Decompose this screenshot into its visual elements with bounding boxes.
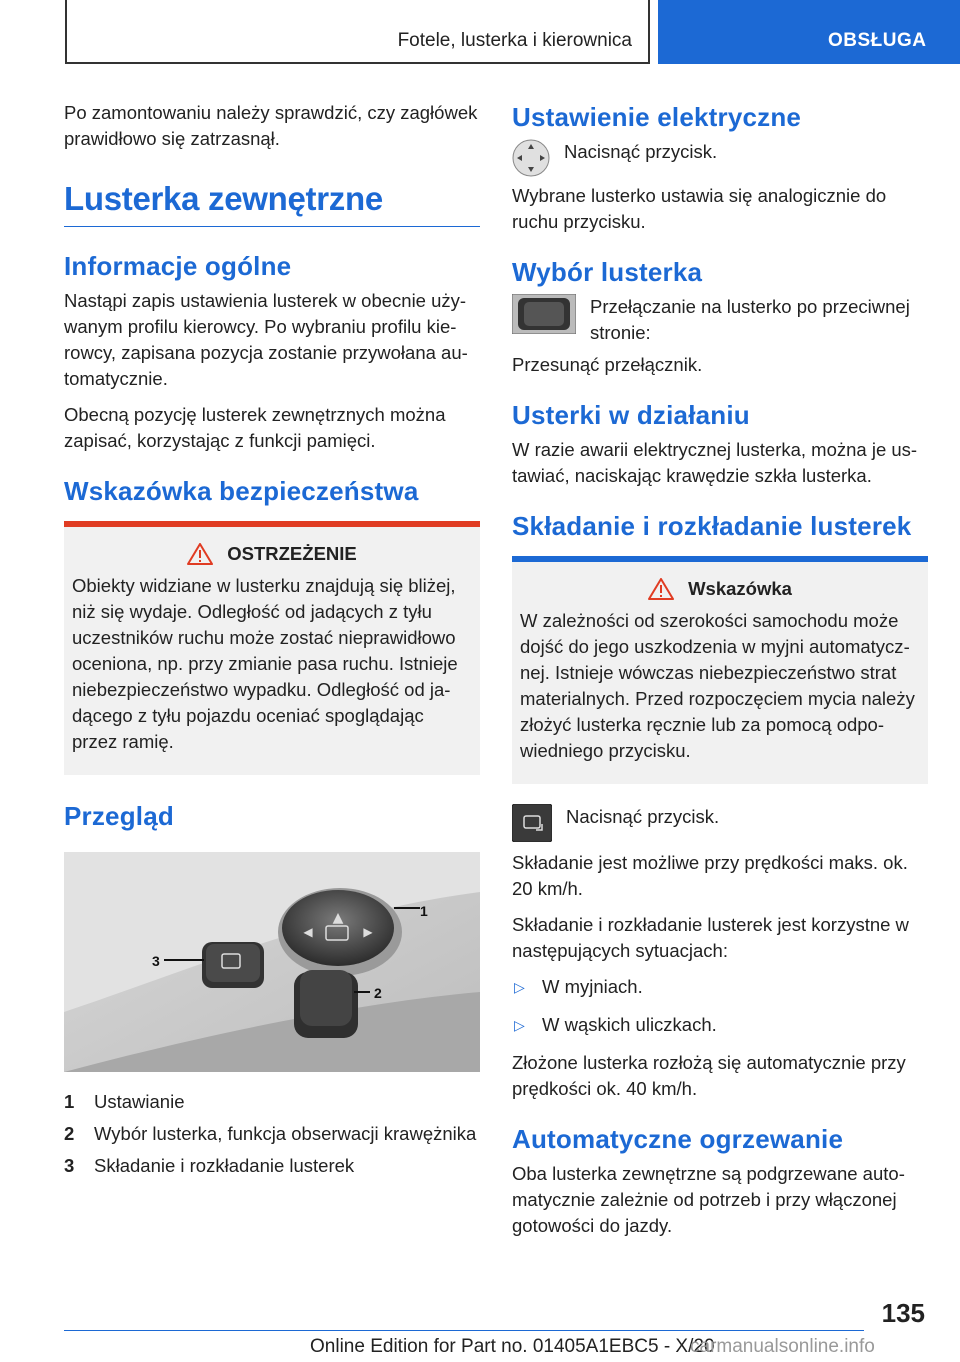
legend-text: Wybór lusterka, funkcja obserwacji krawężnika [94, 1123, 477, 1144]
warning-box [64, 527, 480, 775]
switch-paragraph: Przełączanie na lusterko po przeciwnej stronie: [590, 296, 910, 343]
warning-text: Obiekty widziane w lusterku znajdują się bliżej, niż się wydaje. Odległość od jadących z tyłu uczestników ruchu może zostać nieprawidłowo oceniona, np. przy zmianie pasa ruchu. Istnieje niebezpieczeństwo wypadku. Odległość od jadącego z tyłu pojazdu oceniać spoglądając przez ramię. [72, 575, 458, 752]
general-paragraph-2: Obecną pozycję lusterek zewnętrznych można zapisać, korzystając z funkcji pamięci. [64, 404, 446, 451]
intro-paragraph: Po zamontowaniu należy sprawdzić, czy zagłówek prawidłowo się zatrzasnął. [64, 102, 478, 149]
footer-divider [64, 1330, 864, 1331]
footer-watermark[interactable]: carmanualsonline.info [690, 1336, 875, 1357]
heading-folding: Składanie i rozkładanie lusterek [512, 511, 912, 541]
fold-button-icon [512, 804, 552, 842]
legend-item [64, 1121, 480, 1147]
heading-electric-adjust: Ustawienie elektryczne [512, 102, 802, 132]
heading-mirror-select: Wybór lusterka [512, 257, 703, 287]
heading-general-info: Informacje ogólne [64, 251, 292, 281]
unfold-paragraph: Złożone lusterka rozłożą się automatycznie przy prędkości ok. 40 km/h. [512, 1052, 906, 1099]
legend-number: 1 [64, 1091, 75, 1112]
select-switch-row [512, 294, 928, 346]
list-item-text: W wąskich uliczkach. [542, 1014, 717, 1035]
photo-label-2: 2 [374, 985, 382, 1001]
door-controls-photo [64, 852, 480, 1072]
header-title: Fotele, lusterka i kierownica [397, 30, 632, 51]
legend-item [64, 1153, 480, 1179]
legend-text: Składanie i rozkładanie lusterek [94, 1155, 355, 1176]
triangle-bullet-icon: ▷ [514, 979, 525, 995]
legend-text: Ustawianie [94, 1091, 185, 1112]
malfunction-paragraph: W razie awarii elektrycznej lusterka, można je ustawiać, naciskając krawędzie szkła lusterka. [512, 439, 918, 486]
heading-heating: Automatyczne ogrzewanie [512, 1124, 844, 1154]
adjust-button-row [512, 139, 928, 177]
fold-button-row [512, 804, 928, 842]
legend-number: 3 [64, 1155, 75, 1176]
legend-number: 2 [64, 1123, 75, 1144]
fold-speed-paragraph: Składanie jest możliwe przy prędkości maks. ok. 20 km/h. [512, 852, 908, 899]
header-tab[interactable] [658, 0, 960, 64]
adjust-button-icon [512, 139, 550, 177]
svg-text:▶: ▶ [363, 925, 373, 939]
heating-paragraph: Oba lusterka zewnętrzne są podgrzewane automatycznie zależnie od potrzeb i przy włączonej gotowości do jazdy. [512, 1163, 905, 1236]
list-item [512, 1012, 928, 1038]
right-column [512, 100, 928, 1249]
heading-exterior-mirrors: Lusterka zewnętrzne [64, 180, 480, 227]
fold-useful-paragraph: Składanie i rozkładanie lusterek jest korzystne w następujących sytuacjach: [512, 914, 909, 961]
slide-switch-text: Przesunąć przełącznik. [512, 354, 703, 375]
photo-label-3: 3 [152, 953, 160, 969]
general-paragraph-1: Nastąpi zapis ustawienia lusterek w obecnie używanym profilu kierowcy. Po wybraniu profilu kierowcy, zapisana pozycja zostanie przywołana automatycznie. [64, 290, 468, 389]
list-item [512, 974, 928, 1000]
svg-text:▲: ▲ [332, 910, 344, 926]
footer-edition: Online Edition for Part no. 01405A1EBC5 - X/20 [310, 1336, 715, 1357]
caution-triangle-icon [648, 578, 674, 600]
list-item-text: W myjniach. [542, 976, 643, 997]
header-section-box [65, 0, 650, 64]
press-button-text-2: Nacisnąć przycisk. [566, 806, 720, 827]
svg-text:◀: ◀ [303, 925, 313, 939]
mirror-switch-icon [512, 294, 576, 334]
press-button-text-1: Nacisnąć przycisk. [564, 141, 718, 162]
warning-label: OSTRZEŻENIE [227, 543, 357, 564]
photo-label-1: 1 [420, 903, 428, 919]
note-box [512, 562, 928, 784]
heading-overview: Przegląd [64, 801, 174, 831]
note-label: Wskazówka [688, 578, 792, 599]
warning-triangle-icon [187, 543, 213, 565]
triangle-bullet-icon: ▷ [514, 1017, 525, 1033]
header-tab-label: OBSŁUGA [828, 30, 927, 51]
left-column [64, 100, 480, 1185]
legend-list [64, 1089, 480, 1179]
page-number: 135 [881, 1298, 925, 1328]
heading-safety: Wskazówka bezpieczeństwa [64, 476, 419, 506]
electric-paragraph: Wybrane lusterko ustawia się analogicznie do ruchu przycisku. [512, 185, 887, 232]
heading-malfunction: Usterki w działaniu [512, 400, 750, 430]
legend-item [64, 1089, 480, 1115]
note-text: W zależności od szerokości samochodu może dojść do jego uszkodzenia w myjni automatycznej. Istnieje wówczas niebezpieczeństwo strat materialnych. Przed rozpoczęciem mycia należy złożyć lusterka ręcznie lub za pomocą odpowiedniego przycisku. [520, 610, 915, 761]
